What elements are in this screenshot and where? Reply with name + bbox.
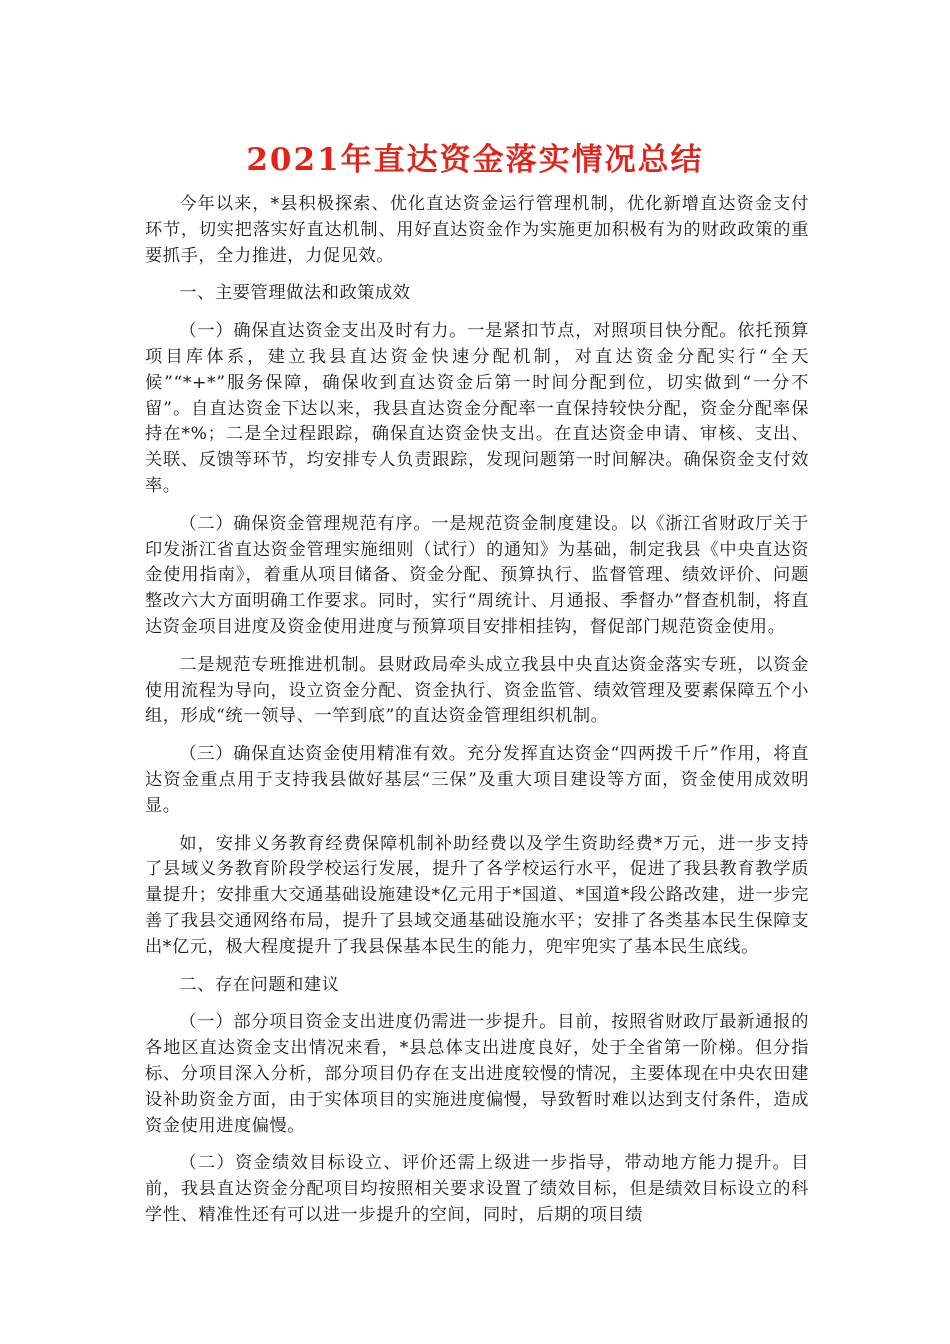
paragraph-1-3-example: 如，安排义务教育经费保障机制补助经费以及学生资助经费*万元，进一步支持了县域义务教育阶段学校运行发展，提升了各学校运行水平，促进了我县教育教学质量提升；安排重大交通基础设施建设*亿元用于*国道、*国道*段公路改建，进一步完善了我县交通网络布局，提升了县域交通基础设施水平；安排了各类基本民生保障支出*亿元，极大程度提升了我县保基本民生的能力，兜牢兜实了基本民生底线。	[145, 833, 809, 957]
paragraph-1-1: （一）确保直达资金支出及时有力。一是紧扣节点，对照项目快分配。依托预算项目库体系，建立我县直达资金快速分配机制，对直达资金分配实行“全天候”“*+*”服务保障，确保收到直达资金后第一时间分配到位，切实做到“一分不留”。自直达资金下达以来，我县直达资金分配率一直保持较快分配，资金分配率保持在*%；二是全过程跟踪，确保直达资金快支出。在直达资金申请、审核、支出、关联、反馈等环节，均安排专人负责跟踪，发现问题第一时间解决。确保资金支付效率。	[145, 321, 809, 496]
intro-paragraph: 今年以来，*县积极探索、优化直达资金运行管理机制，优化新增直达资金支付环节，切实把落实好直达机制、用好直达资金作为实施更加积极有为的财政政策的重要抓手，全力推进，力促见效。	[145, 194, 809, 266]
section-heading-1: 一、主要管理做法和政策成效	[179, 283, 411, 304]
paragraph-2-1: （一）部分项目资金支出进度仍需进一步提升。目前，按照省财政厅最新通报的各地区直达资金支出情况来看，*县总体支出进度良好，处于全省第一阶梯。但分指标、分项目深入分析，部分项目仍存在支出进度较慢的情况，主要体现在中央农田建设补助资金方面，由于实体项目的实施进度偏慢，导致暂时难以达到支付条件，造成资金使用进度偏慢。	[145, 1012, 809, 1136]
section-heading-2: 二、存在问题和建议	[179, 974, 340, 995]
paragraph-2-2: （二）资金绩效目标设立、评价还需上级进一步指导，带动地方能力提升。目前，我县直达资金分配项目均按照相关要求设置了绩效目标，但是绩效目标设立的科学性、精准性还有可以进一步提升的空间，同时，后期的项目绩	[145, 1153, 809, 1225]
document-title: 2021年直达资金落实情况总结	[246, 142, 704, 178]
paragraph-1-3: （三）确保直达资金使用精准有效。充分发挥直达资金“四两拨千斤”作用，将直达资金重点用于支持我县做好基层“三保”及重大项目建设等方面，资金使用成效明显。	[145, 744, 809, 816]
paragraph-1-2: （二）确保资金管理规范有序。一是规范资金制度建设。以《浙江省财政厅关于印发浙江省直达资金管理实施细则（试行）的通知》为基础，制定我县《中央直达资金使用指南》，着重从项目储备、资金分配、预算执行、监督管理、绩效评价、问题整改六大方面明确工作要求。同时，实行“周统计、月通报、季督办”督查机制，将直达资金项目进度及资金使用进度与预算项目安排相挂钩，督促部门规范资金使用。	[145, 513, 809, 637]
document-body	[145, 192, 809, 1241]
paragraph-1-2-b: 二是规范专班推进机制。县财政局牵头成立我县中央直达资金落实专班，以资金使用流程为导向，设立资金分配、资金执行、资金监管、绩效管理及要素保障五个小组，形成“统一领导、一竿到底”的直达资金管理组织机制。	[145, 654, 809, 727]
